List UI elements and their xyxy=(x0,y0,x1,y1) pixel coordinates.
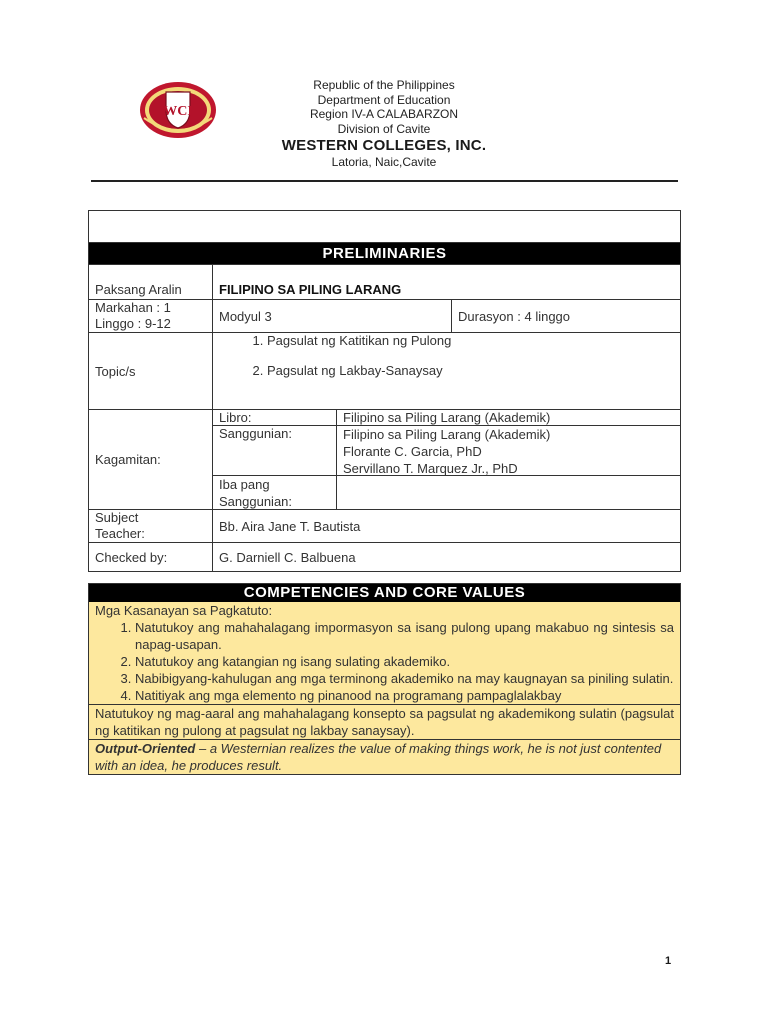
iba-pang-label-line: Sanggunian: xyxy=(219,494,293,509)
document-header xyxy=(200,78,568,169)
competencies-list xyxy=(95,619,674,704)
competency-item: 3. Nabibigyang-kahulugan ang mga terminong akademiko na may kaugnayan sa piniling sulatin. xyxy=(135,670,674,687)
checked-by-value: G. Darniell C. Balbuena xyxy=(219,549,356,565)
header-divider xyxy=(91,180,678,182)
iba-pang-row xyxy=(213,475,680,510)
logo-monogram: WCI xyxy=(163,104,193,119)
objective-block: Natutukoy ng mag-aaral ang mahahalagang konsepto sa pagsulat ng akademikong sulatin (pagsulat ng katitikan ng pulong at pagsulat ng lakbay sanaysay). xyxy=(89,704,680,739)
paksang-aralin-row xyxy=(89,264,680,299)
core-value-text: – a Westernian realizes the value of making things work, he is not just contented with an idea, he produces result. xyxy=(95,741,662,773)
kagamitan-label: Kagamitan: xyxy=(89,410,213,509)
subject-teacher-label-line: Teacher: xyxy=(95,526,145,541)
markahan-label: Markahan : 1 xyxy=(95,300,171,315)
checked-by-row xyxy=(89,542,680,571)
preliminaries-table xyxy=(88,210,681,572)
competency-item: 2. Natutukoy ang katangian ng isang sulating akademiko. xyxy=(135,653,674,670)
sanggunian-value: Servillano T. Marquez Jr., PhD xyxy=(343,461,518,476)
kagamitan-subtable xyxy=(213,410,680,509)
header-line: Division of Cavite xyxy=(337,121,431,136)
topics-label: Topic/s xyxy=(89,333,213,409)
subject-teacher-label xyxy=(89,510,213,542)
topics-row xyxy=(89,332,680,409)
competencies-table xyxy=(88,583,681,775)
topics-cell xyxy=(213,333,680,409)
competency-item: 4. Natitiyak ang mga elemento ng pinanood na programang pampaglalakbay xyxy=(135,687,674,704)
iba-pang-value xyxy=(337,476,680,510)
preliminaries-title: PRELIMINARIES xyxy=(89,242,680,264)
checked-by-label: Checked by: xyxy=(89,543,213,571)
topics-list xyxy=(219,333,674,378)
learning-competencies xyxy=(89,602,680,704)
page-number: 1 xyxy=(665,955,672,967)
libro-label: Libro: xyxy=(213,410,337,425)
sanggunian-values xyxy=(337,426,680,475)
sanggunian-value: Filipino sa Piling Larang (Akademik) xyxy=(343,427,551,442)
kagamitan-row xyxy=(89,409,680,509)
sanggunian-row xyxy=(213,425,680,475)
subject-teacher-label-line: Subject xyxy=(95,510,139,525)
competencies-intro: Mga Kasanayan sa Pagkatuto: xyxy=(95,603,273,618)
libro-row xyxy=(213,410,680,425)
college-name: WESTERN COLLEGES, INC. xyxy=(281,137,487,154)
sanggunian-label: Sanggunian: xyxy=(213,426,337,475)
paksang-aralin-label: Paksang Aralin xyxy=(89,265,213,299)
competency-item: 1. Natutukoy ang mahahalagang impormasyon sa isang pulong upang makabuo ng sintesis sa napag-usapan. xyxy=(135,619,674,653)
topic-item: 2. Pagsulat ng Lakbay-Sanaysay xyxy=(267,363,674,378)
competencies-title: COMPETENCIES AND CORE VALUES xyxy=(89,584,680,602)
iba-pang-label xyxy=(213,476,337,510)
core-value-title: Output-Oriented xyxy=(95,741,196,756)
libro-value: Filipino sa Piling Larang (Akademik) xyxy=(343,410,551,425)
modyul-value: Modyul 3 xyxy=(213,300,452,332)
blank-row xyxy=(89,211,680,242)
sanggunian-value: Florante C. Garcia, PhD xyxy=(343,444,482,459)
linggo-label: Linggo : 9-12 xyxy=(95,316,171,331)
iba-pang-label-line: Iba pang xyxy=(219,477,270,492)
subject-teacher-row xyxy=(89,509,680,542)
topic-item: 1. Pagsulat ng Katitikan ng Pulong xyxy=(267,333,674,348)
markahan-cell xyxy=(89,300,213,332)
header-line: Department of Education xyxy=(317,92,451,107)
core-value-block xyxy=(89,739,680,774)
college-address: Latoria, Naic,Cavite xyxy=(331,155,437,169)
markahan-row xyxy=(89,299,680,332)
subject-teacher-value: Bb. Aira Jane T. Bautista xyxy=(219,518,361,534)
paksang-aralin-value: FILIPINO SA PILING LARANG xyxy=(219,282,402,297)
durasyon-value: Durasyon : 4 linggo xyxy=(458,308,571,324)
header-line: Republic of the Philippines xyxy=(313,78,455,92)
header-line: Region IV-A CALABARZON xyxy=(309,107,459,121)
